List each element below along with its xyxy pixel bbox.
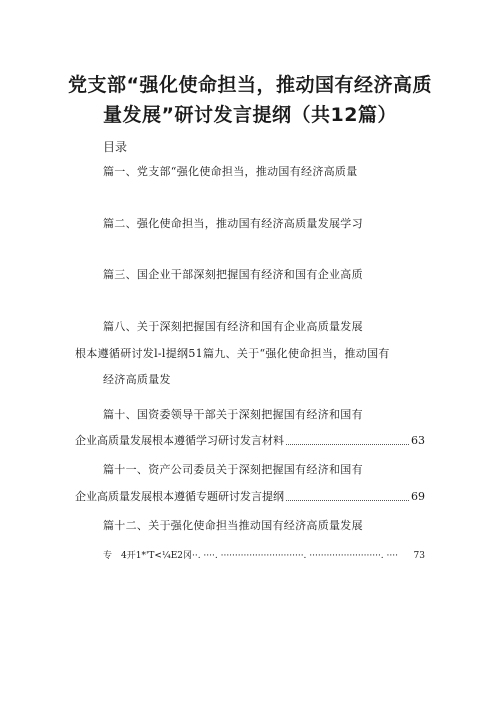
toc-entry-2[interactable]: 篇二、强化使命担当，推动国有经济高质量发展学习	[103, 217, 363, 230]
toc-entry-11-page: 69	[411, 490, 425, 503]
toc-entry-12-text: 专 4开1*'T<¼E2冈··. ····. ·····························. ·························. ····	[103, 551, 398, 561]
toc-entry-10-text: 企业高质量发展根本遵循学习研讨发言材料	[75, 434, 284, 447]
title-line-1: 党支部“强化使命担当，推动国有经济高质	[68, 74, 432, 96]
toc-entry-12-page: 73	[413, 551, 425, 561]
toc-entry-9-cont[interactable]: 经济高质量发	[103, 373, 171, 386]
toc-entry-10-cont[interactable]	[75, 432, 425, 448]
toc-entry-8[interactable]: 篇八、关于深刻把握国有经济和国有企业高质量发展	[103, 320, 363, 333]
toc-entry-10-page: 63	[411, 434, 425, 447]
toc-heading: 目录	[103, 140, 128, 154]
toc-entry-8-cont[interactable]: 根本遵循研讨发l-l提纲51篇九、关于“强化使命担当，推动国有	[75, 347, 390, 360]
dot-leader	[286, 444, 409, 445]
toc-entry-12-cont[interactable]	[103, 548, 425, 561]
document-title	[60, 70, 440, 130]
toc-entry-11-text: 企业高质量发展根本遵循专题研讨发言提纲	[75, 490, 284, 503]
toc-entry-12[interactable]: 篇十二、关于强化使命担当推动国有经济高质量发展	[103, 519, 363, 532]
toc-entry-10[interactable]: 篇十、国资委领导干部关于深刻把握国有经济和国有	[103, 408, 363, 421]
toc-entry-1[interactable]: 篇一、党支部“强化使命担当，推动国有经济高质量	[103, 165, 358, 178]
title-line-2: 量发展”研讨发言提纲（共12篇）	[103, 104, 397, 126]
toc-entry-11[interactable]: 篇十一、资产公司委员关于深刻把握国有经济和国有	[103, 463, 363, 476]
toc-entry-11-cont[interactable]	[75, 488, 425, 504]
dot-leader	[286, 500, 409, 501]
toc-entry-3[interactable]: 篇三、国企业干部深刻把握国有经济和国有企业高质	[103, 268, 363, 281]
